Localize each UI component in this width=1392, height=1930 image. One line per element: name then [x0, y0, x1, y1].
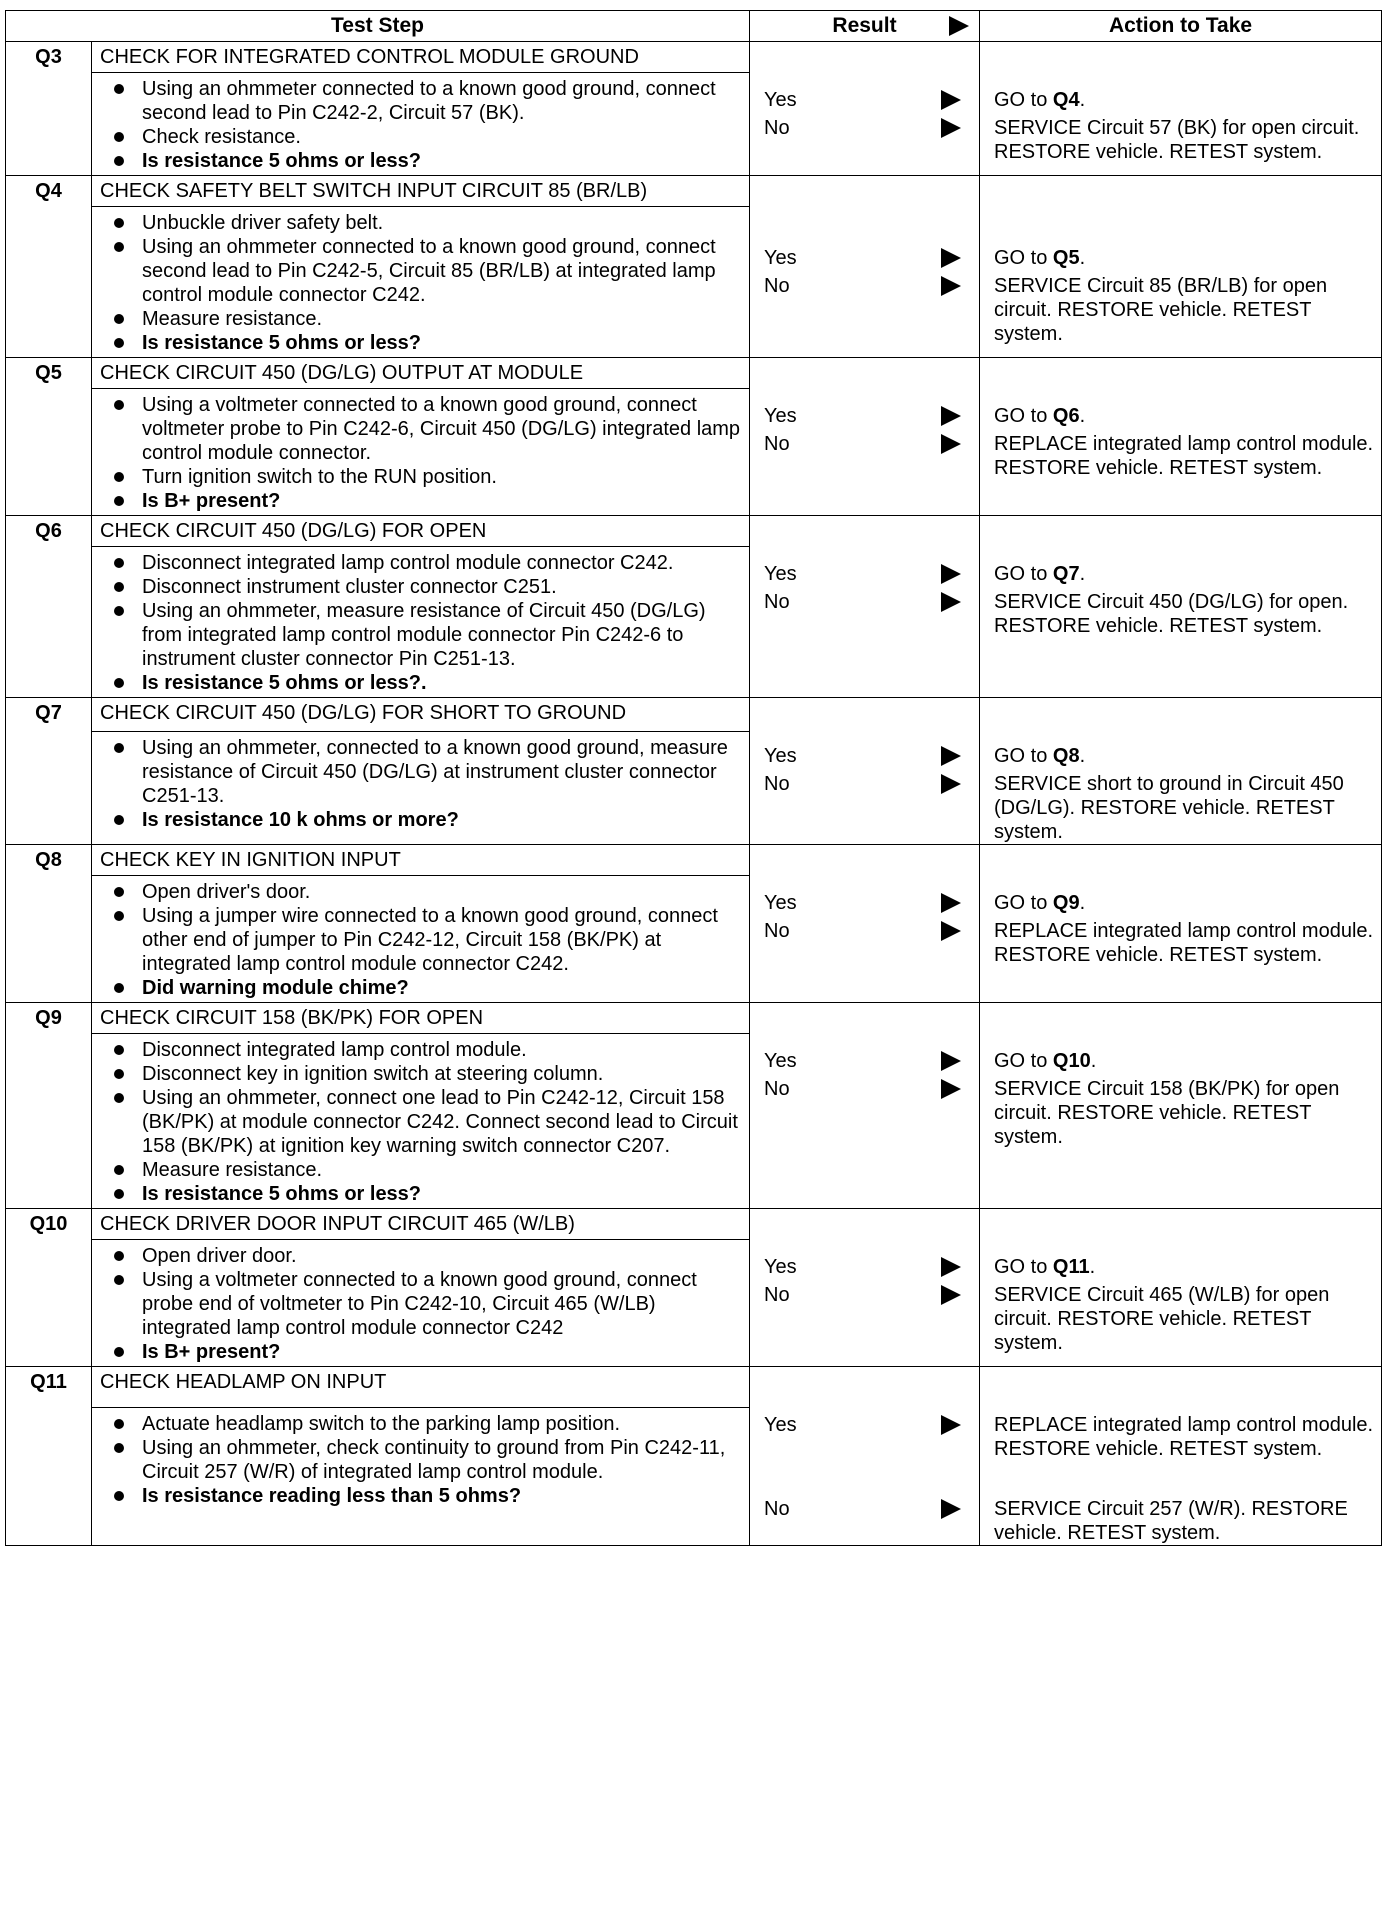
- result-label: No: [764, 1498, 790, 1520]
- header-test-step: Test Step: [6, 11, 750, 42]
- arrow-icon: [941, 592, 961, 612]
- step-question: Is resistance 10 k ohms or more?: [98, 808, 743, 832]
- result-label: Yes: [764, 1414, 797, 1436]
- step-id: Q6: [6, 516, 92, 698]
- result-label: No: [764, 920, 790, 942]
- result-label: Yes: [764, 892, 797, 914]
- arrow-icon: [941, 1499, 961, 1519]
- step-body: [92, 1034, 750, 1209]
- action-end: .: [1079, 89, 1086, 111]
- action-goto-step: Q7: [1052, 563, 1080, 585]
- action-text: [980, 1283, 1381, 1355]
- list-item: Using a jumper wire connected to a known good ground, connect other end of jumper to Pin C242-12, Circuit 158 (BK/PK) at integrated lamp control module connector C242.: [98, 904, 743, 976]
- step-bullets: [98, 77, 743, 173]
- action-cell: [980, 845, 1382, 1003]
- result-yes: [750, 1049, 979, 1073]
- result-no: [750, 432, 979, 456]
- arrow-icon: [941, 774, 961, 794]
- action-main: SERVICE Circuit 257 (W/R). RESTORE vehicle. RETEST system.: [994, 1498, 1348, 1544]
- action-text: [980, 432, 1381, 480]
- action-main: SERVICE Circuit 85 (BR/LB) for open circuit. RESTORE vehicle. RETEST system.: [994, 275, 1328, 345]
- result-cell: [750, 698, 980, 845]
- result-label: Yes: [764, 563, 797, 585]
- action-main: GO to: [994, 1256, 1053, 1278]
- arrow-icon: [941, 434, 961, 454]
- step-body: [92, 207, 750, 358]
- result-cell: [750, 176, 980, 358]
- list-item: Disconnect integrated lamp control module.: [98, 1038, 743, 1062]
- action-end: .: [1079, 892, 1086, 914]
- arrow-icon: [941, 276, 961, 296]
- result-label: No: [764, 591, 790, 613]
- result-label: Yes: [764, 247, 797, 269]
- arrow-icon: [941, 746, 961, 766]
- step-body: [92, 547, 750, 698]
- step-title-row: [6, 698, 1382, 732]
- step-id: Q4: [6, 176, 92, 358]
- result-label: Yes: [764, 745, 797, 767]
- result-label: Yes: [764, 405, 797, 427]
- action-cell: [980, 516, 1382, 698]
- arrow-icon: [949, 16, 969, 36]
- step-bullets: [98, 393, 743, 513]
- step-bullets: [98, 1038, 743, 1206]
- step-title-row: [6, 42, 1382, 73]
- result-yes: [750, 562, 979, 586]
- action-end: .: [1089, 1256, 1096, 1278]
- action-text: [980, 772, 1381, 844]
- arrow-icon: [941, 248, 961, 268]
- action-text: [980, 744, 1381, 768]
- action-goto-step: Q6: [1052, 405, 1080, 427]
- result-no: [750, 590, 979, 614]
- step-title-row: [6, 358, 1382, 389]
- step-body: [92, 732, 750, 845]
- step-title-row: [6, 845, 1382, 876]
- action-text: [980, 562, 1381, 586]
- header-result-label: Result: [832, 14, 897, 37]
- result-label: Yes: [764, 1256, 797, 1278]
- step-bullets: [98, 551, 743, 695]
- list-item: Measure resistance.: [98, 307, 743, 331]
- action-end: .: [1090, 1050, 1097, 1072]
- action-end: .: [1079, 563, 1086, 585]
- result-yes: [750, 744, 979, 768]
- result-cell: [750, 42, 980, 176]
- action-goto-step: Q8: [1052, 745, 1080, 767]
- result-cell: [750, 1209, 980, 1367]
- action-cell: [980, 1209, 1382, 1367]
- action-main: GO to: [994, 247, 1053, 269]
- action-end: .: [1079, 247, 1086, 269]
- arrow-icon: [941, 1257, 961, 1277]
- step-question: Is resistance 5 ohms or less?: [98, 149, 743, 173]
- result-label: No: [764, 1078, 790, 1100]
- action-text: [980, 891, 1381, 915]
- action-goto-step: Q5: [1052, 247, 1080, 269]
- arrow-icon: [941, 893, 961, 913]
- arrow-icon: [941, 118, 961, 138]
- step-bullets: [98, 736, 743, 832]
- step-title: CHECK CIRCUIT 450 (DG/LG) OUTPUT AT MODULE: [92, 358, 750, 389]
- result-label: No: [764, 275, 790, 297]
- step-title: CHECK CIRCUIT 450 (DG/LG) FOR OPEN: [92, 516, 750, 547]
- action-goto-step: Q4: [1052, 89, 1080, 111]
- step-title-row: [6, 1367, 1382, 1408]
- action-main: REPLACE integrated lamp control module. RESTORE vehicle. RETEST system.: [994, 920, 1374, 966]
- action-main: GO to: [994, 405, 1053, 427]
- list-item: Using an ohmmeter, connect one lead to Pin C242-12, Circuit 158 (BK/PK) at module connector C242. Connect second lead to Circuit 158 (BK/PK) at ignition key warning switch connector C207.: [98, 1086, 743, 1158]
- step-bullets: [98, 211, 743, 355]
- action-goto-step: Q10: [1052, 1050, 1091, 1072]
- step-body: [92, 876, 750, 1003]
- list-item: Turn ignition switch to the RUN position.: [98, 465, 743, 489]
- action-cell: [980, 176, 1382, 358]
- step-question: Is B+ present?: [98, 489, 743, 513]
- step-title-row: [6, 516, 1382, 547]
- list-item: Using a voltmeter connected to a known good ground, connect voltmeter probe to Pin C242-6, Circuit 450 (DG/LG) integrated lamp control module connector.: [98, 393, 743, 465]
- action-text: [980, 116, 1381, 164]
- table-body: [6, 42, 1382, 1546]
- step-question: Did warning module chime?: [98, 976, 743, 1000]
- step-question: Is resistance 5 ohms or less?.: [98, 671, 743, 695]
- result-no: [750, 116, 979, 140]
- step-id: Q11: [6, 1367, 92, 1546]
- step-title: CHECK FOR INTEGRATED CONTROL MODULE GROUND: [92, 42, 750, 73]
- action-main: GO to: [994, 892, 1053, 914]
- list-item: Using an ohmmeter, connected to a known good ground, measure resistance of Circuit 450 (DG/LG) at instrument cluster connector C251-13.: [98, 736, 743, 808]
- result-yes: [750, 88, 979, 112]
- action-text: [980, 274, 1381, 346]
- list-item: Actuate headlamp switch to the parking lamp position.: [98, 1412, 743, 1436]
- list-item: Using an ohmmeter, check continuity to ground from Pin C242-11, Circuit 257 (W/R) of integrated lamp control module.: [98, 1436, 743, 1484]
- result-no: [750, 772, 979, 796]
- step-bullets: [98, 880, 743, 1000]
- result-label: Yes: [764, 1050, 797, 1072]
- step-body: [92, 1240, 750, 1367]
- result-cell: [750, 516, 980, 698]
- arrow-icon: [941, 921, 961, 941]
- step-id: Q7: [6, 698, 92, 845]
- result-yes: [750, 1255, 979, 1279]
- action-text: [980, 1413, 1381, 1493]
- action-main: SERVICE Circuit 57 (BK) for open circuit. RESTORE vehicle. RETEST system.: [994, 117, 1360, 163]
- action-goto-step: Q9: [1052, 892, 1080, 914]
- arrow-icon: [941, 1079, 961, 1099]
- arrow-icon: [941, 1051, 961, 1071]
- action-main: GO to: [994, 89, 1053, 111]
- step-id: Q9: [6, 1003, 92, 1209]
- list-item: Disconnect integrated lamp control module connector C242.: [98, 551, 743, 575]
- list-item: Using an ohmmeter connected to a known good ground, connect second lead to Pin C242-5, Circuit 85 (BR/LB) at integrated lamp control module connector C242.: [98, 235, 743, 307]
- list-item: Using an ohmmeter, measure resistance of Circuit 450 (DG/LG) from integrated lamp control module connector Pin C242-6 to instrument cluster connector Pin C251-13.: [98, 599, 743, 671]
- result-cell: [750, 1367, 980, 1546]
- list-item: Check resistance.: [98, 125, 743, 149]
- action-text: [980, 1255, 1381, 1279]
- header-action: Action to Take: [980, 11, 1382, 42]
- result-no: [750, 1283, 979, 1307]
- list-item: Using a voltmeter connected to a known good ground, connect probe end of voltmeter to Pin C242-10, Circuit 465 (W/LB) integrated lamp control module connector C242: [98, 1268, 743, 1340]
- result-label: No: [764, 773, 790, 795]
- list-item: Open driver door.: [98, 1244, 743, 1268]
- action-main: SERVICE short to ground in Circuit 450 (DG/LG). RESTORE vehicle. RETEST system.: [994, 773, 1344, 843]
- result-cell: [750, 845, 980, 1003]
- step-id: Q5: [6, 358, 92, 516]
- action-main: GO to: [994, 745, 1053, 767]
- action-text: [980, 1077, 1381, 1149]
- result-yes: [750, 891, 979, 915]
- step-id: Q10: [6, 1209, 92, 1367]
- action-cell: [980, 1367, 1382, 1546]
- action-main: GO to: [994, 563, 1053, 585]
- step-title: CHECK HEADLAMP ON INPUT: [92, 1367, 750, 1408]
- action-text: [980, 1049, 1381, 1073]
- action-main: SERVICE Circuit 450 (DG/LG) for open. RESTORE vehicle. RETEST system.: [994, 591, 1349, 637]
- step-bullets: [98, 1244, 743, 1364]
- step-question: Is resistance reading less than 5 ohms?: [98, 1484, 743, 1508]
- result-no: [750, 274, 979, 298]
- action-text: [980, 404, 1381, 428]
- action-cell: [980, 358, 1382, 516]
- result-cell: [750, 1003, 980, 1209]
- arrow-icon: [941, 1285, 961, 1305]
- list-item: Unbuckle driver safety belt.: [98, 211, 743, 235]
- result-no: [750, 1497, 979, 1521]
- result-label: Yes: [764, 89, 797, 111]
- result-no: [750, 919, 979, 943]
- result-label: No: [764, 117, 790, 139]
- arrow-icon: [941, 564, 961, 584]
- result-no: [750, 1077, 979, 1101]
- diagnostic-table: [5, 10, 1382, 1546]
- action-text: [980, 919, 1381, 967]
- action-text: [980, 1497, 1381, 1545]
- step-question: Is B+ present?: [98, 1340, 743, 1364]
- action-main: GO to: [994, 1050, 1053, 1072]
- action-main: SERVICE Circuit 465 (W/LB) for open circuit. RESTORE vehicle. RETEST system.: [994, 1284, 1330, 1354]
- result-yes: [750, 246, 979, 270]
- step-title: CHECK KEY IN IGNITION INPUT: [92, 845, 750, 876]
- step-title: CHECK SAFETY BELT SWITCH INPUT CIRCUIT 85 (BR/LB): [92, 176, 750, 207]
- list-item: Open driver's door.: [98, 880, 743, 904]
- action-cell: [980, 698, 1382, 845]
- step-id: Q3: [6, 42, 92, 176]
- action-main: SERVICE Circuit 158 (BK/PK) for open circuit. RESTORE vehicle. RETEST system.: [994, 1078, 1340, 1148]
- list-item: Disconnect instrument cluster connector C251.: [98, 575, 743, 599]
- step-title-row: [6, 1209, 1382, 1240]
- header-result: [750, 11, 980, 42]
- action-text: [980, 88, 1381, 112]
- step-body: [92, 1408, 750, 1546]
- header-row: [6, 11, 1382, 42]
- result-label: No: [764, 1284, 790, 1306]
- list-item: Measure resistance.: [98, 1158, 743, 1182]
- action-main: REPLACE integrated lamp control module. RESTORE vehicle. RETEST system.: [994, 1414, 1374, 1460]
- arrow-icon: [941, 406, 961, 426]
- arrow-icon: [941, 1415, 961, 1435]
- step-title-row: [6, 176, 1382, 207]
- action-end: .: [1079, 405, 1086, 427]
- step-title: CHECK CIRCUIT 158 (BK/PK) FOR OPEN: [92, 1003, 750, 1034]
- step-title: CHECK CIRCUIT 450 (DG/LG) FOR SHORT TO GROUND: [92, 698, 750, 732]
- arrow-icon: [941, 90, 961, 110]
- step-question: Is resistance 5 ohms or less?: [98, 1182, 743, 1206]
- step-bullets: [98, 1412, 743, 1508]
- action-text: [980, 246, 1381, 270]
- action-cell: [980, 42, 1382, 176]
- step-title: CHECK DRIVER DOOR INPUT CIRCUIT 465 (W/LB): [92, 1209, 750, 1240]
- action-main: REPLACE integrated lamp control module. RESTORE vehicle. RETEST system.: [994, 433, 1374, 479]
- result-yes: [750, 1413, 979, 1437]
- result-label: No: [764, 433, 790, 455]
- step-id: Q8: [6, 845, 92, 1003]
- step-body: [92, 389, 750, 516]
- action-cell: [980, 1003, 1382, 1209]
- list-item: Using an ohmmeter connected to a known good ground, connect second lead to Pin C242-2, Circuit 57 (BK).: [98, 77, 743, 125]
- step-question: Is resistance 5 ohms or less?: [98, 331, 743, 355]
- step-title-row: [6, 1003, 1382, 1034]
- action-goto-step: Q11: [1052, 1256, 1090, 1278]
- step-body: [92, 73, 750, 176]
- result-yes: [750, 404, 979, 428]
- action-text: [980, 590, 1381, 638]
- action-end: .: [1079, 745, 1086, 767]
- list-item: Disconnect key in ignition switch at steering column.: [98, 1062, 743, 1086]
- result-cell: [750, 358, 980, 516]
